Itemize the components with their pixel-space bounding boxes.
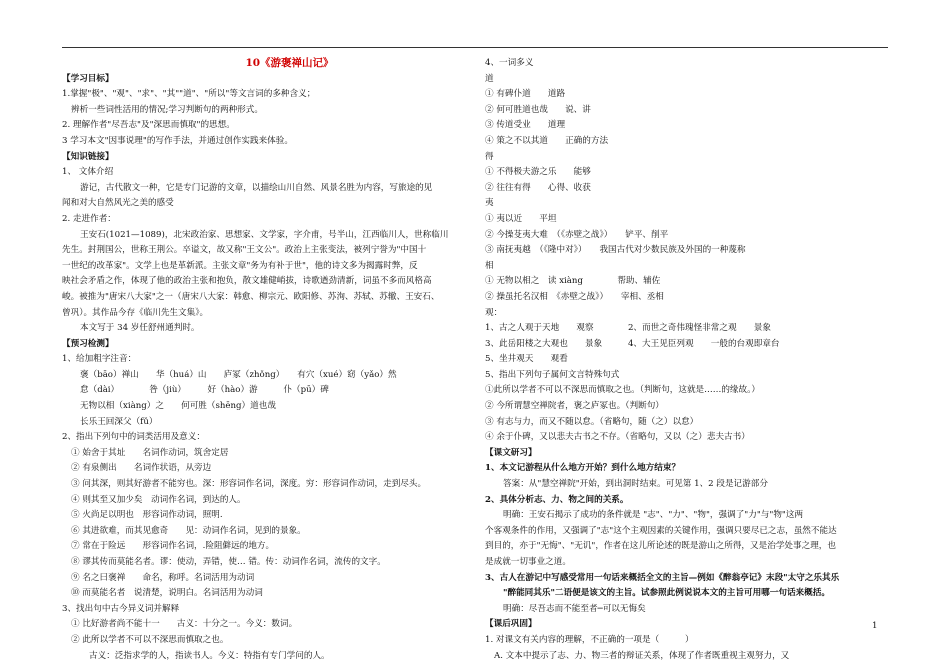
text-line: ① 不得极夫游之乐 能够 (485, 167, 591, 178)
text-line: 【知识链接】 (62, 151, 114, 162)
text-line: ② 今操芟夷大难 （《赤壁之战》） 铲平、削平 (485, 229, 669, 240)
text-line: 到目的，亦于"无悔"、"无讥"，作者在这儿所论述的既是游山之所得，又是治学处事之理，也 (485, 541, 836, 552)
text-line: 褒（bāo）禅山 华（huá）山 庐冢（zhǒng） 有穴（xué）窈（yǎo）然 (80, 369, 397, 380)
text-line: 辨析一些词性活用的情况;学习判断句的两种形式。 (71, 104, 263, 115)
text-line: ①此所以学者不可以不深思而慎取之也。（判断句，这就是……的缘故。） (485, 385, 760, 396)
text-line: ⑤ 火尚足以明也 形容词作动词，照明. (71, 510, 223, 521)
text-line: 本文写于 34 岁任舒州通判时。 (80, 323, 200, 334)
text-line: 【预习检测】 (62, 338, 114, 349)
text-line: 1、 文体介绍 (62, 167, 114, 178)
text-line: ③ 有志与力，而又不随以怠。（省略句，随（之）以怠） (485, 416, 699, 427)
text-line: 古义：泛指求学的人，指读书人。今义：特指有专门学问的人。 (89, 650, 330, 661)
text-line: 闻和对大自然风光之美的感受 (62, 198, 174, 209)
text-line: 1.掌握"极"、"观"、"求"、"其""道"、"所以"等文言词的多种含义； (62, 89, 316, 100)
text-line: 映社会矛盾之作，体现了他的政治主张和抱负，散文雄健峭拔，诗歌遒劲清新，词虽不多而风格高 (62, 276, 432, 287)
text-line: 怠（dài） 咎（jiù） 好（hào）游 仆（pū）碑 (80, 385, 329, 396)
text-line: "醉能同其乐"二语便是该文的主旨。试参照此例说说本文的主旨可用哪一句话来概括。 (503, 588, 830, 599)
text-line: ① 始舍于其址 名词作动词，筑舍定居 (71, 447, 229, 458)
text-line: 先生。封荆国公，世称王荆公。卒谥文，故又称"王文公"。政治上主张变法，被列宁誉为"中国十 (62, 245, 427, 256)
page-title: 10《游褒禅山记》 (245, 57, 334, 69)
text-line: 峻。被推为"唐宋八大家"之一（唐宋八大家：韩愈、柳宗元、欧阳修、苏洵、苏轼、苏辙、王安石、 (62, 291, 440, 302)
left-lines (62, 72, 477, 665)
text-line: 1、古之人观于天地 观察 2、而世之奇伟瑰怪非常之观 景象 (485, 323, 771, 334)
text-line: 答案：从"慧空禅院"开始，到出洞时结束。可见第 1、2 段是记游部分 (503, 479, 768, 490)
text-line: 1、给加粗字注音： (62, 354, 137, 365)
text-line: ① 有碑仆道 道路 (485, 89, 566, 100)
text-line: 2、具体分析志、力、物之间的关系。 (485, 494, 629, 505)
text-line: 2、指出下列句中的词类活用及意义： (62, 432, 205, 443)
text-line: ⑩ 而莫能名者 说清楚，说明白。名词活用为动词 (71, 588, 263, 599)
text-line: 一世纪的改革家"。文学上也是革新派。主张文章"务为有补于世"，他的诗文多为揭露时弊，反 (62, 260, 418, 271)
text-line: ② 此所以学者不可以不深思而慎取之也。 (71, 634, 229, 645)
text-line: ① 无物以相之 读 xiàng 帮助、辅佐 (485, 276, 661, 287)
left-column (62, 56, 477, 664)
text-line: 王安石(1021—1089)，北宋政治家、思想家、文学家，字介甫，号半山，江西临川人，世称临川 (80, 229, 449, 240)
text-line: ② 有泉侧出 名词作状语，从旁边 (71, 463, 212, 474)
text-line: ① 夷以近 平坦 (485, 213, 557, 224)
text-line: 曾巩）。其作品今存《临川先生文集》。 (62, 307, 209, 318)
text-line: 【课文研习】 (485, 447, 537, 458)
text-line: 5、坐井观天 观看 (485, 354, 568, 365)
text-line: 5、指出下列句子属何文言特殊句式 (485, 369, 620, 380)
text-line: ④ 余于仆碑，又以悲夫古书之不存。（省略句，又以（之）悲夫古书） (485, 432, 750, 443)
text-line: ⑥ 其进欲难，而其见愈奇 见：动词作名词，见到的景象。 (71, 525, 306, 536)
text-line: 相 (485, 260, 494, 271)
text-line: ② 何可胜道也哉 说、讲 (485, 104, 591, 115)
text-line: 是成就一切事业之道。 (485, 557, 571, 567)
text-line: ⑧ 谬其传而莫能名者。谬：使动，弄错，使… 错。传：动词作名词，流传的文字。 (71, 557, 386, 567)
text-line: A. 文本中提示了志、力、物三者的辩证关系，体现了作者既重视主观努力，又 (494, 650, 790, 661)
text-line: ② 操虽托名汉相 《赤壁之战》） 宰相、丞相 (485, 291, 664, 302)
text-line: 游记，古代散文一种，它是专门记游的文章，以描绘山川自然、风景名胜为内容，写旅途的见 (80, 182, 433, 193)
header-rule (62, 47, 888, 48)
text-line: 3、古人在游记中写感受常用一句话来概括全文的主旨—例如《醉翁亭记》末段"太守之乐其乐 (485, 572, 840, 583)
right-column (485, 56, 890, 664)
text-line: 3、找出句中古今异义词并解释 (62, 603, 180, 614)
text-line: 得 (485, 151, 494, 162)
text-line: 1. 对课文有关内容的理解，不正确的一项是（ ） (485, 634, 694, 645)
text-line: 夷 (485, 198, 494, 209)
text-line: 道 (485, 73, 494, 84)
text-line: 2. 理解作者"尽吾志"及"深思而慎取"的思想。 (62, 120, 235, 131)
text-line: 1、本文记游程从什么地方开始？到什么地方结束？ (485, 463, 681, 474)
text-line: ③ 问其深，则其好游者不能穷也。深：形容词作名词，深度。穷：形容词作动词，走到尽头。 (71, 479, 427, 490)
text-line: ③ 传道受业 道理 (485, 120, 566, 131)
text-line: 明确：尽吾志而不能至者─可以无悔矣 (503, 603, 646, 614)
text-line: ④ 则其至又加少矣 动词作名词，到达的人。 (71, 494, 246, 505)
page-number: 1 (872, 621, 878, 631)
text-line: 个客观条件的作用，又强调了"志"这个主观因素的关键作用，强调只要尽已之志，虽然不能达 (485, 525, 837, 536)
text-line: ③ 南抚夷越 （《隆中对》） 我国古代对少数民族及外国的一种蔑称 (485, 245, 746, 256)
text-line: 4、一词多义 (485, 58, 534, 68)
text-line: 3 学习本文"因事说理"的写作手法，并通过创作实践来体验。 (62, 135, 293, 146)
text-line: 【学习目标】 (62, 73, 114, 84)
right-lines (485, 56, 890, 664)
text-line: 无物以相（xiàng）之 何可胜（shēng）道也哉 (80, 401, 276, 412)
text-line: 明确：王安石揭示了成功的条件就是 "志"、"力"、"物"，强调了"力"与"物"这两 (503, 510, 804, 521)
text-line: ④ 策之不以其道 正确的方法 (485, 135, 609, 146)
text-line: 3、此岳阳楼之大观也 景象 4、大王见臣列观 一般的台观即章台 (485, 338, 780, 349)
text-line: 【课后巩固】 (485, 619, 537, 630)
text-line: 2. 走进作者： (62, 213, 116, 224)
text-line: ⑨ 名之曰褒禅 命名，称呼。名词活用为动词 (71, 572, 255, 583)
text-line: 长乐王回深父（fǔ） (80, 416, 158, 427)
text-line: ① 比好游者尚不能十一 古义：十分之一。今义：数词。 (71, 619, 298, 630)
text-line: ② 往往有得 心得、收获 (485, 182, 591, 193)
text-line: ⑦ 常在于险远 形容词作名词，.险阻僻远的地方。 (71, 541, 275, 552)
text-line: ② 今所谓慧空禅院者，褒之庐冢也。（判断句） (485, 401, 664, 412)
text-line: 观： (485, 307, 503, 318)
